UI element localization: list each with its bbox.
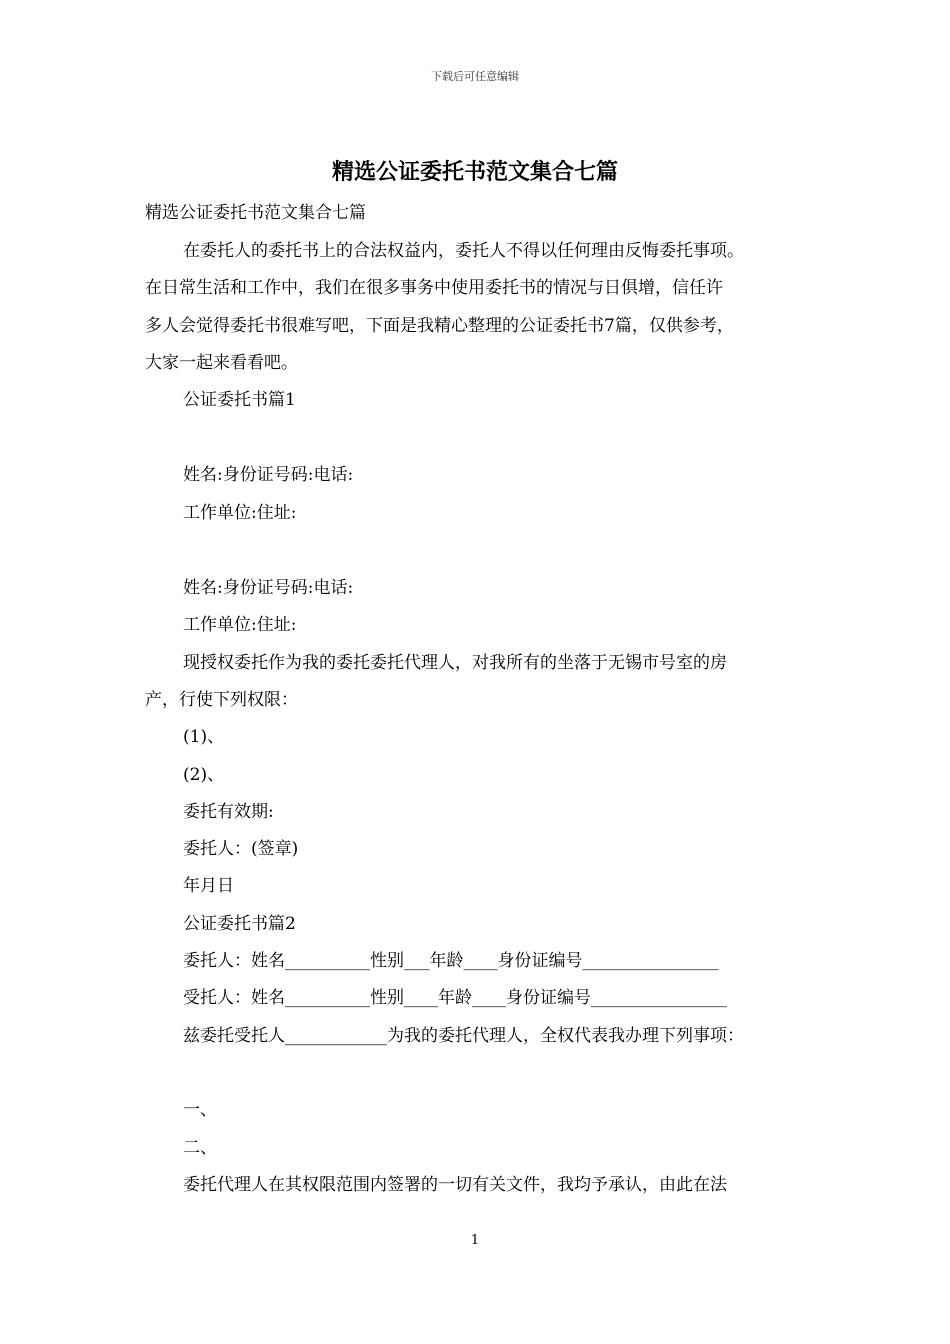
intro-line-1: 在委托人的委托书上的合法权益内，委托人不得以任何理由反悔委托事项。 (183, 241, 744, 261)
party1-line-1: 姓名:身份证号码:电话: (183, 465, 354, 485)
authorize-line-2: 产，行使下列权限： (145, 690, 298, 710)
validity-line: 委托有效期: (183, 802, 274, 822)
page-header-note: 下载后可任意编辑 (431, 70, 519, 83)
closing-line: 委托代理人在其权限范围内签署的一切有关文件，我均予承认，由此在法 (183, 1175, 727, 1195)
agent-line: 受托人：姓名__________性别____年龄____身份证编号________________ (183, 988, 727, 1008)
intro-line-3: 多人会觉得委托书很难写吧，下面是我精心整理的公证委托书7篇，仅供参考， (145, 316, 734, 336)
party2-line-1: 姓名:身份证号码:电话: (183, 578, 354, 598)
power-item-1: (1)、 (183, 727, 225, 747)
party2-line-2: 工作单位:住址: (183, 615, 297, 635)
date-line: 年月日 (183, 876, 234, 896)
power-item-2: (2)、 (183, 765, 225, 785)
intro-line-4: 大家一起来看看吧。 (145, 353, 298, 373)
page-number: 1 (470, 1233, 480, 1248)
signer-line: 委托人：(签章) (183, 839, 299, 859)
party1-line-2: 工作单位:住址: (183, 503, 297, 523)
principal-line: 委托人：姓名__________性别___年龄____身份证编号________________ (183, 951, 719, 971)
document-title: 精选公证委托书范文集合七篇 (331, 160, 618, 185)
section1-heading: 公证委托书篇1 (183, 390, 296, 410)
delegation-line: 兹委托受托人____________为我的委托代理人，全权代表我办理下列事项： (183, 1026, 744, 1046)
matter-item-1: 一、 (183, 1100, 217, 1120)
section2-heading: 公证委托书篇2 (183, 914, 296, 934)
document-subtitle: 精选公证委托书范文集合七篇 (145, 203, 366, 223)
matter-item-2: 二、 (183, 1138, 217, 1158)
authorize-line-1: 现授权委托作为我的委托委托代理人，对我所有的坐落于无锡市号室的房 (183, 653, 727, 673)
intro-line-2: 在日常生活和工作中，我们在很多事务中使用委托书的情况与日俱增，信任许 (145, 278, 723, 298)
